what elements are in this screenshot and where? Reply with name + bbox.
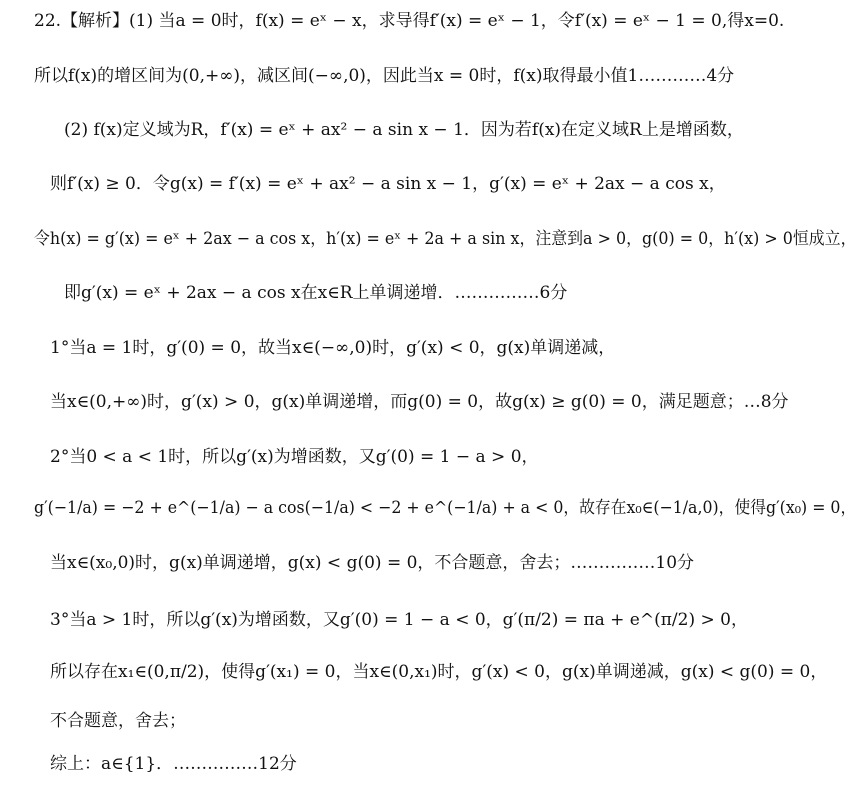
solution-line-case3-conclusion bbox=[50, 711, 186, 731]
line-text: (2) f(x)定义域为R，f′(x) = eˣ + ax² − a sin x − 1．因为若f(x)在定义域R上是增函数， bbox=[64, 120, 744, 140]
line-text: 当x∈(x₀,0)时，g(x)单调递增，g(x) < g(0) = 0，不合题意，舍去；……………10分 bbox=[50, 553, 695, 573]
line-text: 则f′(x) ≥ 0．令g(x) = f′(x) = eˣ + ax² − a sin x − 1，g′(x) = eˣ + 2ax − a cos x， bbox=[50, 174, 726, 194]
line-text: 所以f(x)的增区间为(0,+∞)，减区间(−∞,0)，因此当x = 0时，f(x)取得最小值1…………4分 bbox=[34, 66, 735, 86]
line-text: 当x∈(0,+∞)时，g′(x) > 0，g(x)单调递增，而g(0) = 0，故g(x) ≥ g(0) = 0，满足题意；…8分 bbox=[50, 392, 789, 412]
solution-line-case3-cont bbox=[50, 662, 827, 682]
line-text: 即g′(x) = eˣ + 2ax − a cos x在x∈R上单调递增．……………6分 bbox=[64, 283, 568, 303]
line-text: 所以存在x₁∈(0,π/2)，使得g′(x₁) = 0，当x∈(0,x₁)时，g′(x) < 0，g(x)单调递减，g(x) < g(0) = 0， bbox=[50, 662, 828, 682]
solution-line-case2-estimate bbox=[34, 498, 856, 518]
line-text: 综上：a∈{1}．……………12分 bbox=[50, 754, 297, 774]
line-text: 令h(x) = g′(x) = eˣ + 2ax − a cos x，h′(x) = eˣ + 2a + a sin x，注意到a > 0，g(0) = 0，h′(x) > 0恒成立， bbox=[34, 229, 857, 249]
line-text: g′(−1/a) = −2 + e^(−1/a) − a cos(−1/a) < −2 + e^(−1/a) + a < 0，故存在x₀∈(−1/a,0)，使得g′(x₀) = 0， bbox=[34, 498, 857, 518]
solution-line-define-h bbox=[34, 229, 856, 249]
line-text: 22.【解析】(1) 当a = 0时，f(x) = eˣ − x，求导得f′(x) = eˣ − 1，令f′(x) = eˣ − 1 = 0,得x=0. bbox=[34, 11, 785, 31]
solution-line-summary bbox=[50, 754, 297, 774]
solution-line-part1 bbox=[34, 11, 784, 31]
line-text: 不合题意，舍去； bbox=[50, 711, 186, 731]
solution-line-case1 bbox=[50, 338, 615, 358]
solution-line-part1-conclusion bbox=[34, 66, 734, 86]
solution-line-monotonic bbox=[64, 283, 567, 303]
line-text: 3°当a > 1时，所以g′(x)为增函数，又g′(0) = 1 − a < 0，g′(π/2) = πa + e^(π/2) > 0， bbox=[50, 610, 748, 630]
line-text: 2°当0 < a < 1时，所以g′(x)为增函数，又g′(0) = 1 − a > 0， bbox=[50, 447, 539, 467]
line-text: 1°当a = 1时，g′(0) = 0，故当x∈(−∞,0)时，g′(x) < 0，g(x)单调递减， bbox=[50, 338, 616, 358]
solution-line-case1-cont bbox=[50, 392, 789, 412]
solution-line-case2 bbox=[50, 447, 539, 467]
solution-line-define-g bbox=[50, 174, 726, 194]
solution-line-case2-conclusion bbox=[50, 553, 694, 573]
solution-line-case3 bbox=[50, 610, 748, 630]
solution-line-part2-intro bbox=[64, 120, 744, 140]
